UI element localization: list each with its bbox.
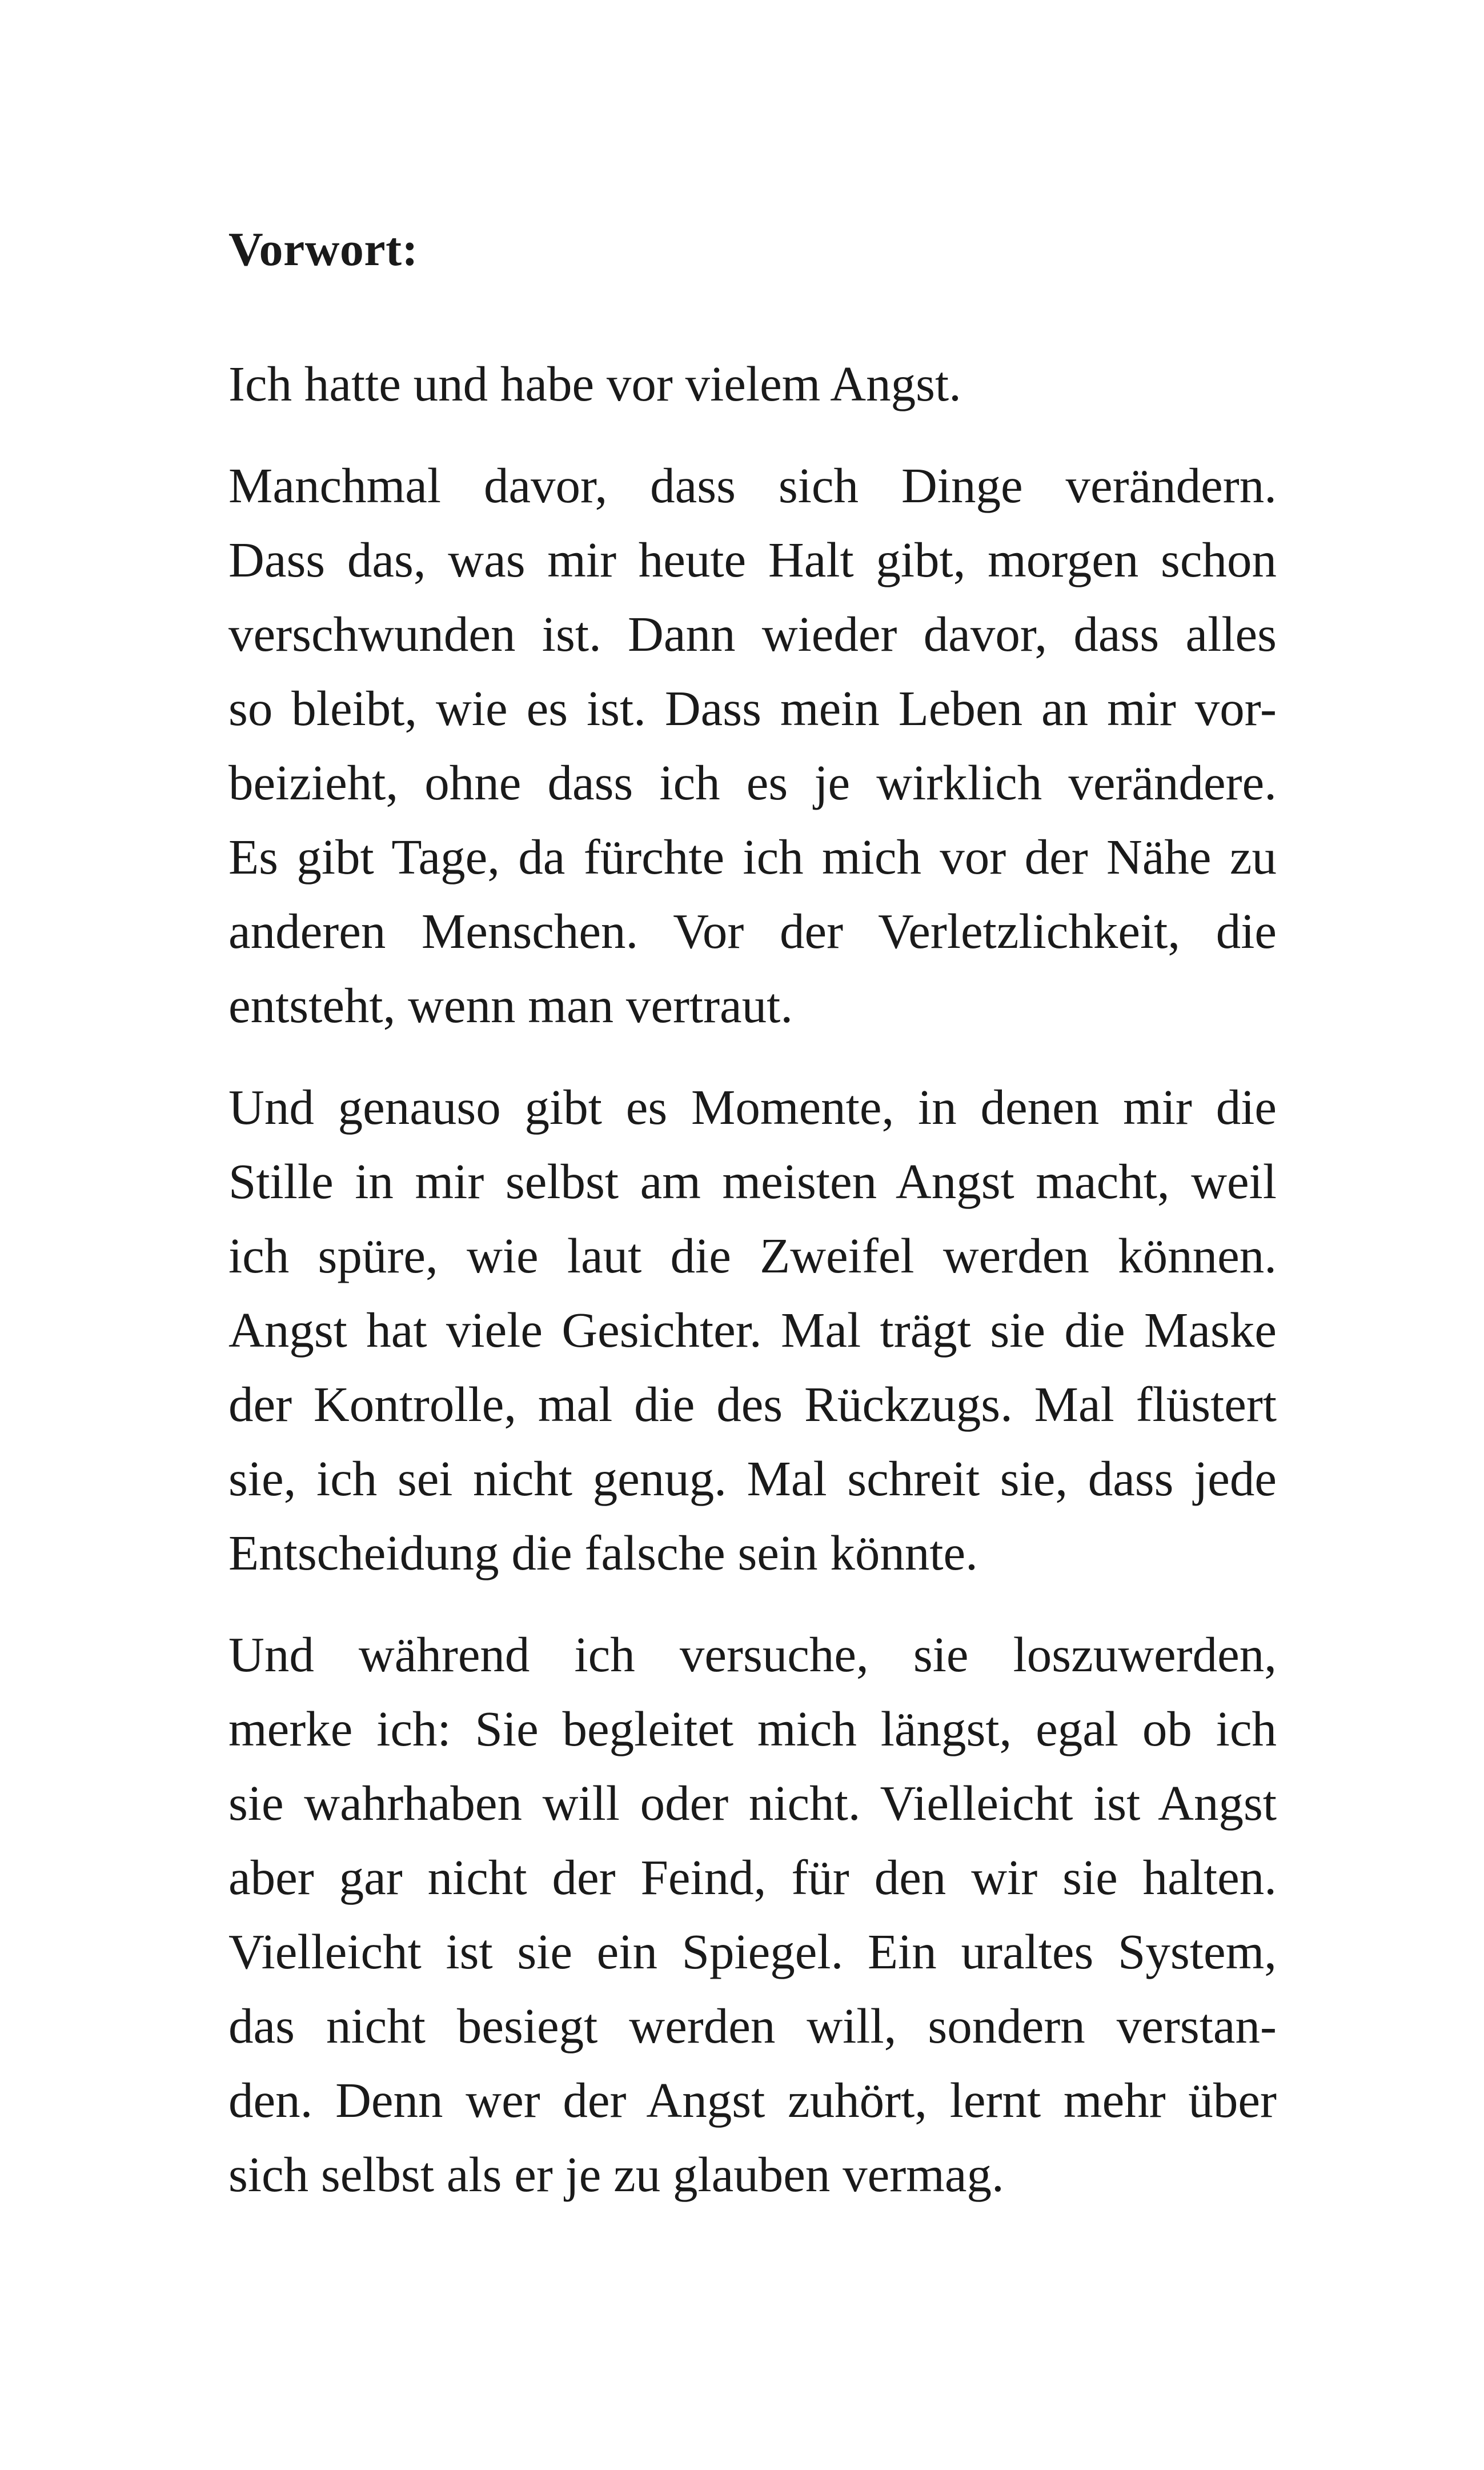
text-line: Manchmal davor, dass sich Dinge verändern. <box>228 458 1277 513</box>
page-heading: Vorwort: <box>228 223 419 276</box>
text-block <box>228 223 1277 2212</box>
text-line: sie, ich sei nicht genug. Mal schreit sie, dass jede <box>228 1451 1277 1506</box>
text-line: entsteht, wenn man vertraut. <box>228 978 793 1033</box>
paragraph <box>228 347 1277 421</box>
text-line: Dass das, was mir heute Halt gibt, morgen schon <box>228 532 1277 587</box>
text-line: beizieht, ohne dass ich es je wirklich verändere. <box>228 755 1277 810</box>
text-line: aber gar nicht der Feind, für den wir sie halten. <box>228 1850 1277 1905</box>
text-line: Entscheidung die falsche sein könnte. <box>228 1525 978 1580</box>
paragraph <box>228 1070 1277 1590</box>
text-line: sich selbst als er je zu glauben vermag. <box>228 2147 1004 2202</box>
text-line: verschwunden ist. Dann wieder davor, dass alles <box>228 606 1277 662</box>
text-line: Stille in mir selbst am meisten Angst macht, weil <box>228 1154 1277 1209</box>
text-line: ich spüre, wie laut die Zweifel werden können. <box>228 1228 1277 1283</box>
paragraph <box>228 1618 1277 2212</box>
text-line: anderen Menschen. Vor der Verletzlichkeit, die <box>228 903 1277 959</box>
text-line: merke ich: Sie begleitet mich längst, egal ob ich <box>228 1701 1277 1756</box>
text-line: der Kontrolle, mal die des Rückzugs. Mal flüstert <box>228 1376 1277 1432</box>
text-line: so bleibt, wie es ist. Dass mein Leben an mir vor- <box>228 680 1277 736</box>
text-line: Und während ich versuche, sie loszuwerden, <box>228 1627 1277 1682</box>
text-line: Und genauso gibt es Momente, in denen mir die <box>228 1079 1277 1135</box>
text-line: Angst hat viele Gesichter. Mal trägt sie die Maske <box>228 1302 1277 1358</box>
text-line: Ich hatte und habe vor vielem Angst. <box>228 356 961 411</box>
text-line: Vielleicht ist sie ein Spiegel. Ein uraltes System, <box>228 1924 1277 1979</box>
text-line: das nicht besiegt werden will, sondern verstan- <box>228 1998 1277 2053</box>
text-line: Es gibt Tage, da fürchte ich mich vor der Nähe zu <box>228 829 1277 884</box>
paragraph-list <box>228 347 1277 2212</box>
text-line: den. Denn wer der Angst zuhört, lernt mehr über <box>228 2072 1277 2128</box>
paragraph <box>228 449 1277 1043</box>
text-line: sie wahrhaben will oder nicht. Vielleicht ist Angst <box>228 1775 1277 1831</box>
